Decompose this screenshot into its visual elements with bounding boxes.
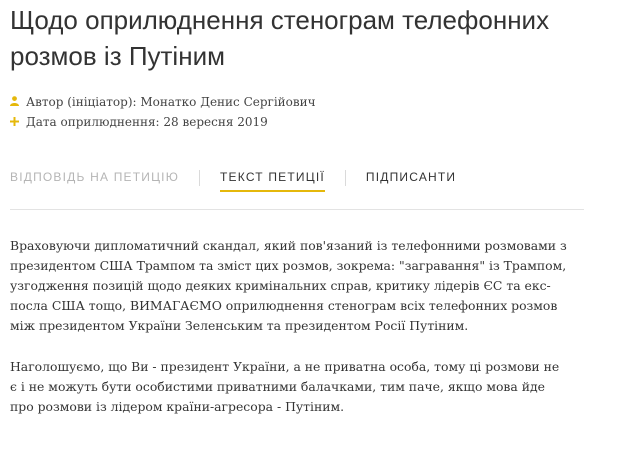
tab-separator [199, 170, 200, 186]
body-paragraph: Наголошуємо, що Ви - президент України, а не приватна особа, тому ці розмови не є і не можуть бути особистими приватними балачками, тим паче, якщо мова йде про розмови із лідером країни-агресора - Путіним. [10, 359, 560, 414]
person-icon [10, 96, 20, 109]
date-label: Дата оприлюднення: 28 вересня 2019 [26, 115, 268, 129]
tab-signers[interactable]: ПІДПИСАНТИ [365, 170, 457, 184]
date-row [10, 115, 268, 129]
author-row [10, 95, 316, 109]
tab-separator [345, 170, 346, 186]
author-label: Автор (ініціатор): Монатко Денис Сергійович [26, 95, 316, 109]
petition-title: Щодо оприлюднення стенограм телефонних розмов із Путіним [10, 5, 550, 71]
petition-tabs [10, 170, 456, 194]
tab-response[interactable]: ВІДПОВІДЬ НА ПЕТИЦІЮ [10, 170, 180, 184]
divider [10, 209, 584, 210]
petition-body [10, 236, 570, 438]
tab-petition-text[interactable]: ТЕКСТ ПЕТИЦІЇ [220, 170, 325, 192]
plus-icon [10, 116, 20, 129]
body-paragraph: Враховуючи дипломатичний скандал, який пов'язаний із телефонними розмовами з президентом США Трампом та зміст цих розмов, зокрема: "загравання" із Трампом, узгодження позицій щодо деяких кримінальних справ, критику лідерів ЄС та екс-посла США тощо, ВИМАГАЄМО оприлюднення стенограм всіх телефонних розмов між президентом України Зеленським та президентом Росії Путіним. [10, 238, 567, 333]
